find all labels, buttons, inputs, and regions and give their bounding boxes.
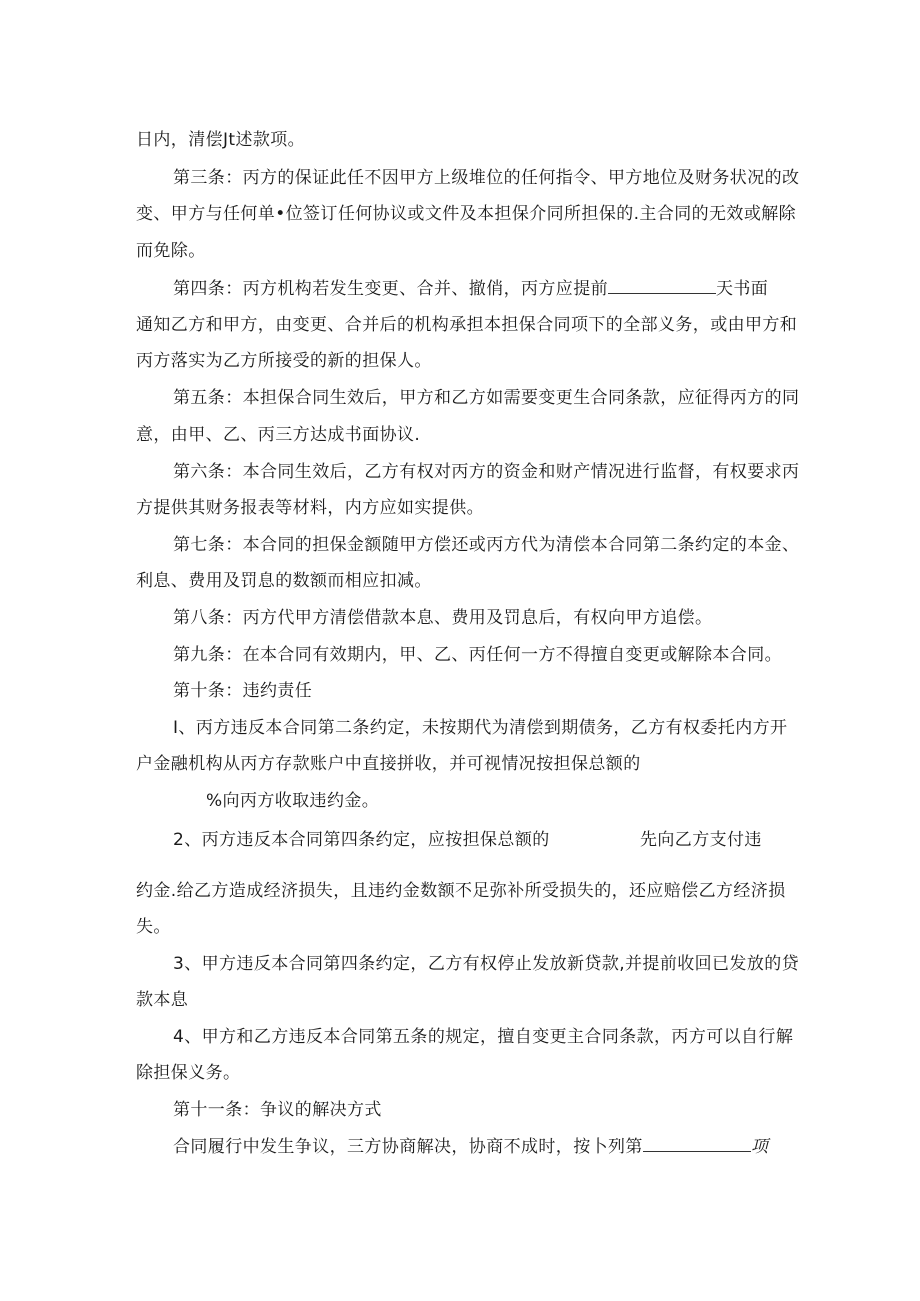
clause-4-line-1: 4、甲方和乙方违反本合同第五条的规定，擅自变更主合同条款，丙方可以自行解 <box>173 1027 794 1047</box>
clause-4-line-2: 除担保义务。 <box>136 1063 241 1083</box>
clause-2-line-3: 失。 <box>136 917 171 937</box>
article-7-line-2: 利息、费用及罚息的数额而相应扣减。 <box>136 571 432 591</box>
text-line: 日内，清偿Jt述款项。 <box>136 130 306 150</box>
article-6-line-1: 第六条：本合同生效后，乙方有权对丙方的资金和财产情况进行监督，有权要求丙 <box>173 462 800 482</box>
clause-2-line-1-end: 先向乙方支付违 <box>640 830 762 850</box>
clause-1-line-1: I、丙方违反本合同第二条约定，未按期代为清偿到期债务，乙方有权委托内方开 <box>173 718 788 738</box>
article-8-line: 第八条：丙方代甲方清偿借款本息、费用及罚息后，有权向甲方追偿。 <box>173 608 713 628</box>
days-blank <box>608 277 716 294</box>
article-5-line-1: 第五条：本担保合同生效后，甲方和乙方如需要变更生合同条款，应征得丙方的同 <box>173 388 800 408</box>
article-3-line-1: 第三条：丙方的保证此任不因甲方上级堆位的任何指令、甲方地位及财务状况的改 <box>173 168 800 188</box>
article-4-line-1 <box>173 277 768 300</box>
clause-3-line-1: 3、甲方违反本合同第四条约定，乙方有权停止发放新贷款,并提前收回已发放的贷 <box>173 954 800 974</box>
article-11-heading: 第十一条：争议的解决方式 <box>173 1100 382 1120</box>
article-3-line-3: 而免除。 <box>136 241 206 261</box>
article-10-heading: 第十条：违约责任 <box>173 681 313 701</box>
clause-2-text: 2、丙方违反本合同第四条约定，应按担保总额的 <box>173 830 550 850</box>
article-7-line-1: 第七条：本合同的担保金额随甲方偿还或丙方代为清偿本合同第二条约定的本金、 <box>173 535 800 555</box>
article-3-line-2: 变、甲方与任何单•位签订任何协议或文件及本担保介同所担保的.主合同的无效或解除 <box>136 204 797 224</box>
article-4-text-end: 天书面 <box>716 279 769 299</box>
clause-1-line-2: 户金融机构从丙方存款账户中直接拼收，并可视情况按担保总额的 <box>136 754 641 774</box>
article-4-line-3: 丙方落实为乙方所接受的新的担保人。 <box>136 351 432 371</box>
article-4-line-2: 通知乙方和甲方，由变更、合并后的机构承担本担保合同项下的全部义务，或由甲方和 <box>136 315 798 335</box>
article-4-text: 第四条：丙方机构若发生变更、合并、撤俏，丙方应提前 <box>173 279 608 299</box>
clause-1-line-3: %向丙方收取违约金。 <box>206 791 380 811</box>
clause-2-line-1 <box>173 829 550 851</box>
clause-2-line-2: 约金.给乙方造成经济损失，且违约金数额不足弥补所受损失的，还应赔偿乙方经济损 <box>136 881 786 901</box>
article-9-line: 第九条：在本合同有效期内，甲、乙、丙任何一方不得擅自变更或解除本合同。 <box>173 645 782 665</box>
article-11-line-1 <box>173 1135 768 1158</box>
item-blank <box>643 1135 751 1152</box>
article-6-line-2: 方提供其财务报表等材料，内方应如实提供。 <box>136 498 484 518</box>
article-11-text: 合同履行中发生争议，三方协商解决，协商不成时，按卜列第 <box>173 1137 643 1157</box>
article-11-text-end: 项 <box>750 1137 769 1157</box>
article-5-line-2: 意，由甲、乙、丙三方达成书面协议. <box>136 425 421 445</box>
clause-3-line-2: 款本息 <box>136 990 189 1010</box>
